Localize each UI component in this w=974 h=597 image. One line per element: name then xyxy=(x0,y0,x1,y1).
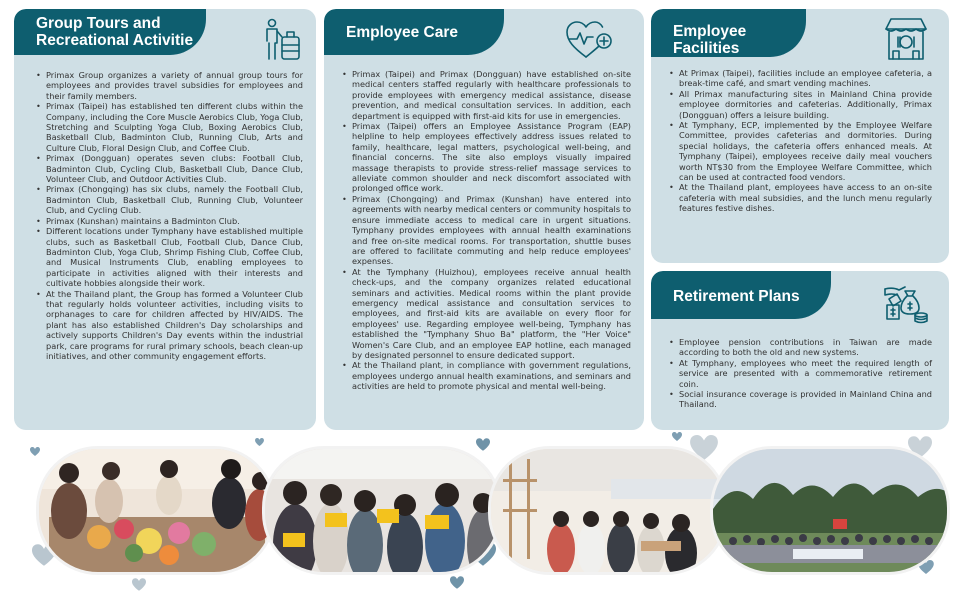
list-item: • Primax (Dongguan) operates seven clubs: Football Club, Badminton Club, Cycling Club, Basketball Club, Dance Club, Volunteer Club, and Outdoor Activities Club. xyxy=(36,153,303,184)
floral-design-activity-photo xyxy=(36,446,276,575)
employee-facilities-list xyxy=(669,68,932,214)
retirement-plans-title: Retirement Plans xyxy=(651,271,831,319)
list-item: • Primax (Taipei) and Primax (Dongguan) have established on-site medical centers staffed regularly with healthcare professionals to provide employees with emergency medical assistance, disease prevention, and medical consultation services. In addition, each department is equipped with first-aid kits for use in emergencies. xyxy=(342,69,631,121)
list-item: • At Primax (Taipei), facilities include an employee cafeteria, a break-time café, and smart vending machines. xyxy=(669,68,932,89)
heart-icon xyxy=(30,447,40,456)
list-item: • Different locations under Tymphany have established multiple clubs, such as Basketball Club, Football Club, Dance Club, Badminton Club, Yoga Club, Shrimp Fishing Club, Coffee Club, and Musical Instruments Club, enabling employees to participate in activities aligned with their interests and cultivate hobbies alongside their work. xyxy=(36,226,303,288)
list-item: • Primax (Taipei) has established ten different clubs within the Company, including the Core Muscle Aerobics Club, Yoga Club, Stretching and Sculpting Yoga Club, Boxing Aerobics Club, Basketball Club, Badminton Club, Running Club, Arts and Culture Club, Floral Design Club, and Coffee Club. xyxy=(36,101,303,153)
money-coins-icon xyxy=(881,277,931,325)
group-tours-title: Group Tours and Recreational Activitie xyxy=(14,9,206,55)
list-item: • At the Tymphany (Huizhou), employees receive annual health check-ups, and the company organizes related educational seminars and activities. Medical rooms within the plant provide emergency medical assistance and consultation services to employees, and first-aid kits are available on every floor for employees' use. Regarding employee well-being, Tymphany has established the "Tymphany Shuo Ba" platform, the "Her Voice" Women's Care Club, and an employee EAP hotline, each managed by designated personnel to ensure dedicated support. xyxy=(342,267,631,361)
traveler-luggage-icon xyxy=(260,17,304,63)
list-item: • All Primax manufacturing sites in Mainland China provide employee dormitories and cafeterias. Additionally, Primax (Dongguan) offers a leisure building. xyxy=(669,89,932,120)
list-item: • Social insurance coverage is provided in Mainland China and Thailand. xyxy=(669,389,932,410)
list-item: • Primax (Kunshan) maintains a Badminton Club. xyxy=(36,216,303,226)
cafeteria-event-photo xyxy=(488,446,728,575)
heart-icon xyxy=(476,438,490,451)
heart-health-icon xyxy=(564,19,614,61)
list-item: • Primax (Taipei) offers an Employee Assistance Program (EAP) helpline to help employees effectively address issues related to family, healthcare, legal matters, psychological well-being, and financial concerns. The site also employs visually impaired massage therapists to provide stress-relief massage services to alleviate common shoulder and neck discomfort associated with prolonged office work. xyxy=(342,121,631,194)
employee-facilities-title: Employee Facilities xyxy=(651,9,806,57)
employee-care-card xyxy=(324,9,644,430)
outdoor-group-photo xyxy=(710,446,950,575)
list-item: • At Tymphany, ECP, implemented by the Employee Welfare Committee, provides cafeterias and dormitories. During special holidays, the cafeteria offers enhanced meals. At Tymphany (Taipei), employees receive daily meal vouchers worth NT$30 from the Employee Welfare Committee, which can be used at contracted food vendors. xyxy=(669,120,932,182)
group-tours-card xyxy=(14,9,316,430)
heart-icon xyxy=(672,432,682,441)
group-tours-list xyxy=(36,70,303,361)
list-item: • Primax (Chongqing) has six clubs, namely the Football Club, Badminton Club, Basketball Club, Running Club, Volunteer Club, and Cycling Club. xyxy=(36,184,303,215)
list-item: • At the Thailand plant, the Group has formed a Volunteer Club that regularly holds volunteer activities, including visits to orphanages to care for children affected by HIV/AIDS. The plant has also established Children's Day scholarships and actively supports Children's Day events within the industrial park, care programs for rural primary schools, beach clean-up initiatives, and other community engagement efforts. xyxy=(36,289,303,362)
retirement-plans-card xyxy=(651,271,949,430)
heart-icon xyxy=(255,438,264,446)
heart-icon xyxy=(132,578,146,591)
employee-care-title: Employee Care xyxy=(324,9,504,55)
list-item: • Employee pension contributions in Taiwan are made according to both the old and new systems. xyxy=(669,337,932,358)
retirement-plans-list xyxy=(669,337,932,410)
volunteer-group-photo xyxy=(262,446,502,575)
list-item: • At the Thailand plant, in compliance with government regulations, employees undergo annual health examinations, and seminars and activities are held to promote physical and mental well-being. xyxy=(342,360,631,391)
cafeteria-building-icon xyxy=(881,15,931,63)
heart-icon xyxy=(450,576,464,589)
list-item: • At Tymphany, employees who meet the required length of service are presented with a commemorative retirement coin. xyxy=(669,358,932,389)
list-item: • At the Thailand plant, employees have access to an on-site cafeteria with meal subsidies, and the lunch menu regularly features festive dishes. xyxy=(669,182,932,213)
list-item: • Primax Group organizes a variety of annual group tours for employees and provides travel subsidies for employees and their family members. xyxy=(36,70,303,101)
employee-facilities-card xyxy=(651,9,949,263)
list-item: • Primax (Chongqing) and Primax (Kunshan) have entered into agreements with nearby medical centers or community hospitals to ensure immediate access to medical care in urgent situations. Tymphany provides employees with annual health examinations and free on-site medical rooms. For transportation, shuttle buses are offered to facilitate commuting and help reduce employees' expenses. xyxy=(342,194,631,267)
employee-care-list xyxy=(342,69,631,392)
